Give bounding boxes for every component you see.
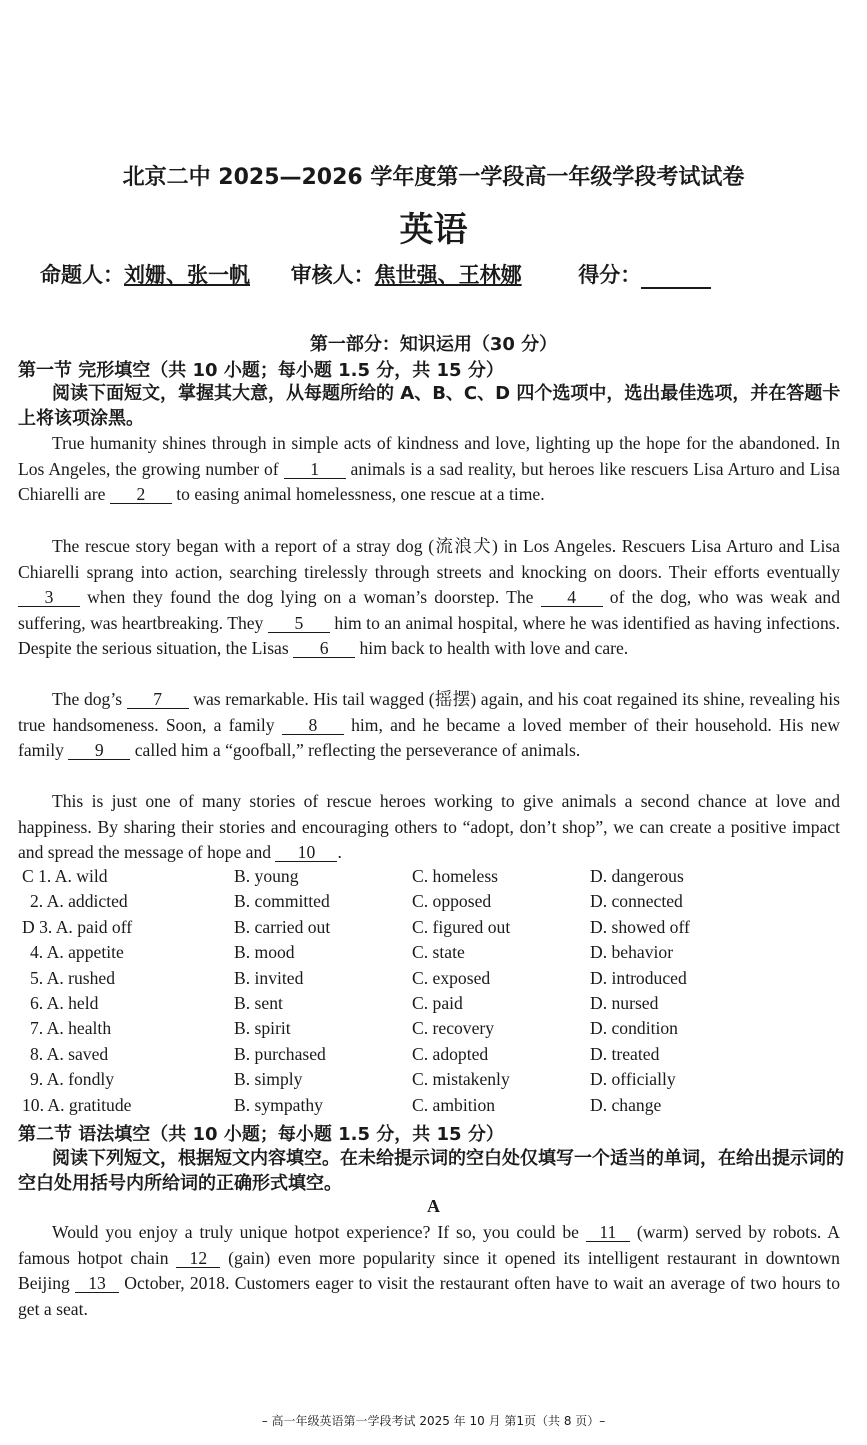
cloze-paragraph-3: The dog’s 7 was remarkable. His tail wagged (摇摆) again, and his coat regained its shine, revealing his true handsomeness. Soon, a family 8 him, and he became a loved member of their household. His new family 9 called him a “goofball,” reflecting the perseverance of animals. <box>18 689 840 761</box>
part1-title: 第一部分：知识运用（30 分） <box>309 334 558 355</box>
page-footer: – 高一年级英语第一学段考试 2025 年 10 月 第1页（共 8 页）– <box>261 1414 606 1428</box>
exam-title: 北京二中 2025—2026 学年度第一学段高一年级学段考试试卷 <box>122 165 745 190</box>
subject-title: 英语 <box>399 210 468 250</box>
option-row-5: 5. A. rushed B. invited C. exposed D. introduced <box>30 967 687 988</box>
grammar-paragraph-1: Would you enjoy a truly unique hotpot experience? If so, you could be 11 (warm) served by robots. A famous hotpot chain 12 (gain) even more popularity since it opened its intelligent restaurant in downtown Beijing 13 October, 2018. Customers eager to visit the restaurant often have to wait an average of two hours to get a seat. <box>18 1222 840 1319</box>
cloze-paragraph-1: True humanity shines through in simple acts of kindness and love, lighting up the hope for the abandoned. In Los Angeles, the growing number of 1 animals is a sad reality, but heroes like rescuers Lisa Arturo and Lisa Chiarelli are 2 to easing animal homelessness, one rescue at a time. <box>18 433 840 505</box>
blank-10: 10 <box>275 843 337 862</box>
option-row-6: 6. A. held B. sent C. paid D. nursed <box>30 992 659 1013</box>
cloze-paragraph-4: This is just one of many stories of rescue heroes working to give animals a second chance at love and happiness. By sharing their stories and encouraging others to “adopt, don’t shop”, we can create a positive impact and spread the message of hope and 10 . <box>18 791 840 863</box>
option-row-10: 10. A. gratitude B. sympathy C. ambition D. change <box>22 1094 662 1115</box>
blank-2: 2 <box>110 485 172 504</box>
option-row-8: 8. A. saved B. purchased C. adopted D. treated <box>30 1043 660 1064</box>
option-row-9: 9. A. fondly B. simply C. mistakenly D. officially <box>30 1069 676 1090</box>
blank-12: 12 <box>176 1249 220 1268</box>
blank-9: 9 <box>68 741 130 760</box>
setter-label: 命题人： <box>40 263 124 287</box>
option-row-4: 4. A. appetite B. mood C. state D. behavior <box>30 942 674 963</box>
blank-4: 4 <box>541 588 603 607</box>
blank-6: 6 <box>293 639 355 658</box>
blank-5: 5 <box>268 614 330 633</box>
blank-3: 3 <box>18 588 80 607</box>
section2-instruction: 阅读下列短文，根据短文内容填空。在未给提示词的空白处仅填写一个适当的单词，在给出提示词的空白处用括号内所给词的正确形式填空。 <box>18 1148 844 1194</box>
option-row-2: 2. A. addicted B. committed C. opposed D. connected <box>30 891 683 912</box>
score-blank <box>641 263 711 289</box>
reviewer-label: 审核人： <box>290 263 375 287</box>
passage-label: A <box>427 1196 440 1216</box>
cloze-paragraph-2: The rescue story began with a report of a stray dog (流浪犬) in Los Angeles. Rescuers Lisa Arturo and Lisa Chiarelli sprang into action, searching tirelessly through streets and knocking on doors. Their efforts eventually 3 when they found the dog lying on a woman’s doorstep. The 4 of the dog, who was weak and suffering, was heartbreaking. They 5 him to an animal hospital, where he was identified as having infections. Despite the serious situation, the Lisas 6 him back to health with love and care. <box>18 536 840 659</box>
option-row-7: 7. A. health B. spirit C. recovery D. condition <box>30 1018 678 1039</box>
blank-11: 11 <box>586 1223 630 1242</box>
blank-13: 13 <box>75 1274 119 1293</box>
section1-instruction: 阅读下面短文，掌握其大意，从每题所给的 A、B、C、D 四个选项中，选出最佳选项，并在答题卡上将该项涂黑。 <box>18 383 841 429</box>
author-line <box>40 259 711 289</box>
options-table <box>22 864 842 1118</box>
blank-7: 7 <box>127 690 189 709</box>
score-label: 得分： <box>578 263 642 287</box>
blank-8: 8 <box>282 716 344 735</box>
option-row-1: C 1. A. wild B. young C. homeless D. dangerous <box>22 866 684 886</box>
blank-1: 1 <box>284 460 346 479</box>
option-row-3: D 3. A. paid off B. carried out C. figured out D. showed off <box>22 916 690 937</box>
reviewer-names: 焦世强、王林娜 <box>374 263 522 287</box>
section1-title: 第一节 完形填空（共 10 小题；每小题 1.5 分，共 15 分） <box>18 360 504 381</box>
setter-names: 刘姗、张一帆 <box>124 263 250 287</box>
section2-title: 第二节 语法填空（共 10 小题；每小题 1.5 分，共 15 分） <box>18 1124 504 1145</box>
